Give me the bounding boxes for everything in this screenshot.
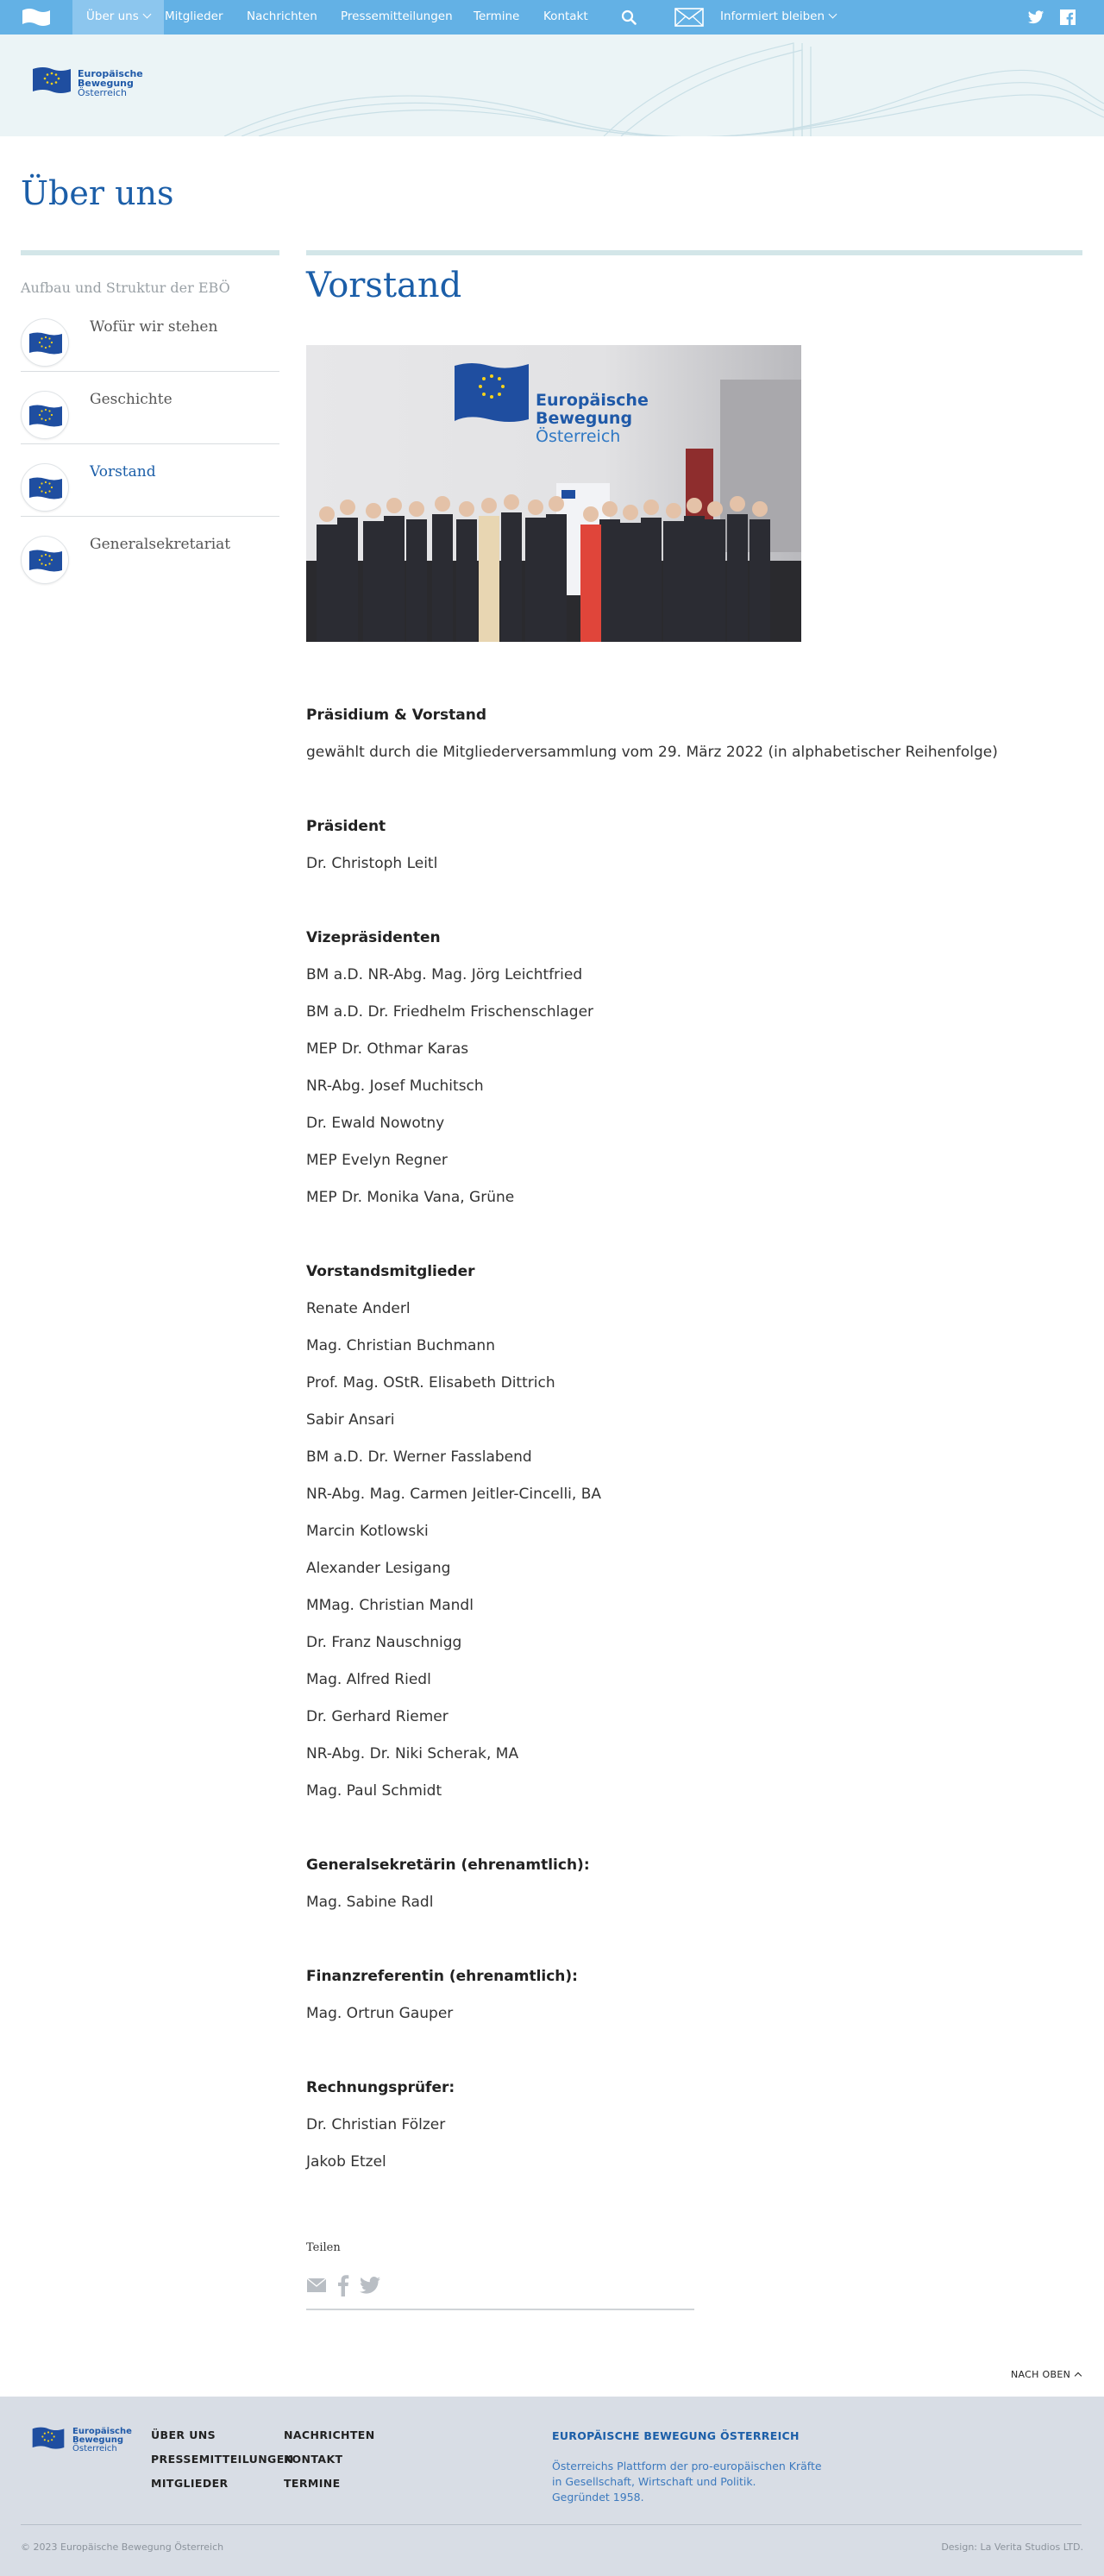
share-section [306,2241,694,2254]
member-line: Mag. Christian Buchmann [306,1337,495,1354]
facebook-icon[interactable] [1059,9,1076,26]
chevron-down-icon [829,10,837,19]
eu-flag-icon [21,391,69,439]
share-mail-icon[interactable] [306,2278,327,2293]
sidebar-list [21,299,279,589]
member-line: NR-Abg. Josef Muchitsch [306,1078,484,1095]
back-to-top-label: NACH OBEN [1011,2369,1071,2380]
nav-item-termine[interactable]: Termine [474,9,520,23]
member-line: Mag. Sabine Radl [306,1894,434,1911]
sidebar-item-vorstand[interactable] [21,444,279,517]
nav-item-mitglieder[interactable]: Mitglieder [165,9,223,23]
sidebar-item-generalsekretariat[interactable] [21,517,279,589]
share-icons [306,2274,410,2296]
section-spacer [306,1810,1082,1847]
sidebar-item-label: Geschichte [90,391,172,408]
member-line: MEP Dr. Othmar Karas [306,1040,469,1058]
footer-link-kontakt[interactable]: KONTAKT [284,2453,343,2466]
mail-icon[interactable] [674,8,704,27]
main-top-rule [306,250,1082,255]
member-line: BM a.D. NR-Abg. Mag. Jörg Leichtfried [306,966,583,983]
sidebar-item-label: Wofür wir stehen [90,318,218,336]
board-member-list [306,697,1082,2181]
copyright: © 2023 Europäische Bewegung Österreich [21,2541,224,2553]
member-line: Sabir Ansari [306,1411,395,1429]
page-title: Über uns [21,174,174,212]
member-line: MEP Evelyn Regner [306,1152,448,1169]
member-line: MMag. Christian Mandl [306,1597,474,1614]
sidebar-item-label: Vorstand [90,463,156,481]
footer-link-pressemitteilungen[interactable]: PRESSEMITTEILUNGEN [151,2453,294,2466]
board-group-photo [306,345,801,642]
section-spacer [306,2033,1082,2070]
nav-label: Über uns [86,9,139,23]
newsletter-dropdown[interactable] [720,0,836,35]
eu-flag-icon [31,66,72,97]
member-line: MEP Dr. Monika Vana, Grüne [306,1189,515,1206]
member-line: Dr. Christian Fölzer [306,2116,446,2133]
section-heading: Rechnungsprüfer: [306,2079,455,2096]
member-line: NR-Abg. Dr. Niki Scherak, MA [306,1745,519,1762]
section-heading: Vorstandsmitglieder [306,1263,475,1280]
header-band [0,35,1104,136]
member-line: BM a.D. Dr. Friedhelm Frischenschlager [306,1003,594,1021]
twitter-icon[interactable] [1027,9,1044,26]
member-line: NR-Abg. Mag. Carmen Jeitler-Cincelli, BA [306,1486,602,1503]
footer-link-nachrichten[interactable]: NACHRICHTEN [284,2428,375,2441]
share-facebook-icon[interactable] [337,2274,349,2296]
sidebar-item-geschichte[interactable] [21,372,279,444]
footer-links-col1 [151,2429,294,2502]
share-twitter-icon[interactable] [360,2277,380,2294]
flag-logo-icon[interactable] [21,7,52,28]
back-to-top-link[interactable] [1011,2369,1081,2380]
photo-banner-line3: Österreich [536,427,621,446]
eu-flag-icon [21,463,69,512]
photo-banner-line2: Bewegung [536,409,633,428]
section-heading: Präsidium & Vorstand [306,707,487,724]
section-title: Vorstand [306,266,462,305]
footer-desc-line: Gegründet 1958. [552,2491,644,2504]
member-line: Dr. Franz Nauschnigg [306,1634,462,1651]
footer-divider [21,2524,1082,2525]
eu-flag-icon [21,536,69,584]
member-line: Prof. Mag. OStR. Elisabeth Dittrich [306,1374,555,1392]
nav-item-pressemitteilungen[interactable]: Pressemitteilungen [341,9,453,23]
section-spacer [306,1921,1082,1958]
chevron-down-icon [142,10,151,19]
share-label: Teilen [306,2241,341,2254]
footer-org-name: EUROPÄISCHE BEWEGUNG ÖSTERREICH [552,2429,800,2442]
footer-desc-line: in Gesellschaft, Wirtschaft und Politik. [552,2475,756,2488]
footer-link-mitglieder[interactable]: MITGLIEDER [151,2477,229,2490]
member-line: BM a.D. Dr. Werner Fasslabend [306,1448,532,1466]
section-spacer [306,1216,1082,1253]
section-heading: Generalsekretärin (ehrenamtlich): [306,1857,590,1874]
member-line: Dr. Gerhard Riemer [306,1708,448,1725]
sidebar [21,250,279,589]
sidebar-item-wofuer-wir-stehen[interactable] [21,299,279,372]
footer [0,2397,1104,2576]
sidebar-item-label: Generalsekretariat [90,536,231,553]
member-line: Jakob Etzel [306,2153,386,2171]
main-content [306,250,1082,2171]
design-credit[interactable]: Design: La Verita Studios LTD. [941,2541,1083,2553]
member-line: Renate Anderl [306,1300,411,1317]
sidebar-heading: Aufbau und Struktur der EBÖ [21,280,230,296]
nav-item-nachrichten[interactable]: Nachrichten [247,9,317,23]
member-line: Mag. Paul Schmidt [306,1782,442,1800]
member-line: Mag. Alfred Riedl [306,1671,431,1688]
member-line: gewählt durch die Mitgliederversammlung vom 29. März 2022 (in alphabetischer Reihenfolge) [306,744,998,761]
footer-link-ueber-uns[interactable]: ÜBER UNS [151,2428,216,2441]
section-spacer [306,771,1082,808]
nav-item-kontakt[interactable]: Kontakt [543,9,588,23]
footer-logo-text: Europäische Bewegung Österreich [72,2427,132,2453]
nav-item-ueber-uns[interactable] [72,0,164,35]
footer-logo[interactable] [31,2426,135,2469]
member-line: Dr. Christoph Leitl [306,855,438,872]
chevron-up-icon [1075,2372,1082,2379]
photo-banner-line1: Europäische [536,391,649,410]
logo-text: Europäische Bewegung Österreich [78,68,143,98]
eu-flag-icon [21,318,69,367]
newsletter-label: Informiert bleiben [720,9,825,23]
share-divider [306,2309,694,2310]
member-line: Mag. Ortrun Gauper [306,2005,454,2022]
search-icon[interactable] [621,9,637,25]
footer-links-col2 [284,2429,375,2502]
eu-flag-icon [31,2426,66,2452]
footer-desc-line: Österreichs Plattform der pro-europäischen Kräfte [552,2460,822,2472]
site-logo[interactable] [31,66,143,110]
member-line: Alexander Lesigang [306,1560,451,1577]
section-heading: Vizepräsidenten [306,929,441,946]
section-spacer [306,883,1082,920]
sidebar-top-rule [21,250,279,255]
footer-link-termine[interactable]: TERMINE [284,2477,341,2490]
section-heading: Finanzreferentin (ehrenamtlich): [306,1968,578,1985]
section-heading: Präsident [306,818,386,835]
member-line: Dr. Ewald Nowotny [306,1115,445,1132]
header-wave-decoration [0,35,1104,136]
footer-description [552,2459,845,2505]
member-line: Marcin Kotlowski [306,1523,429,1540]
top-navigation [0,0,1104,35]
